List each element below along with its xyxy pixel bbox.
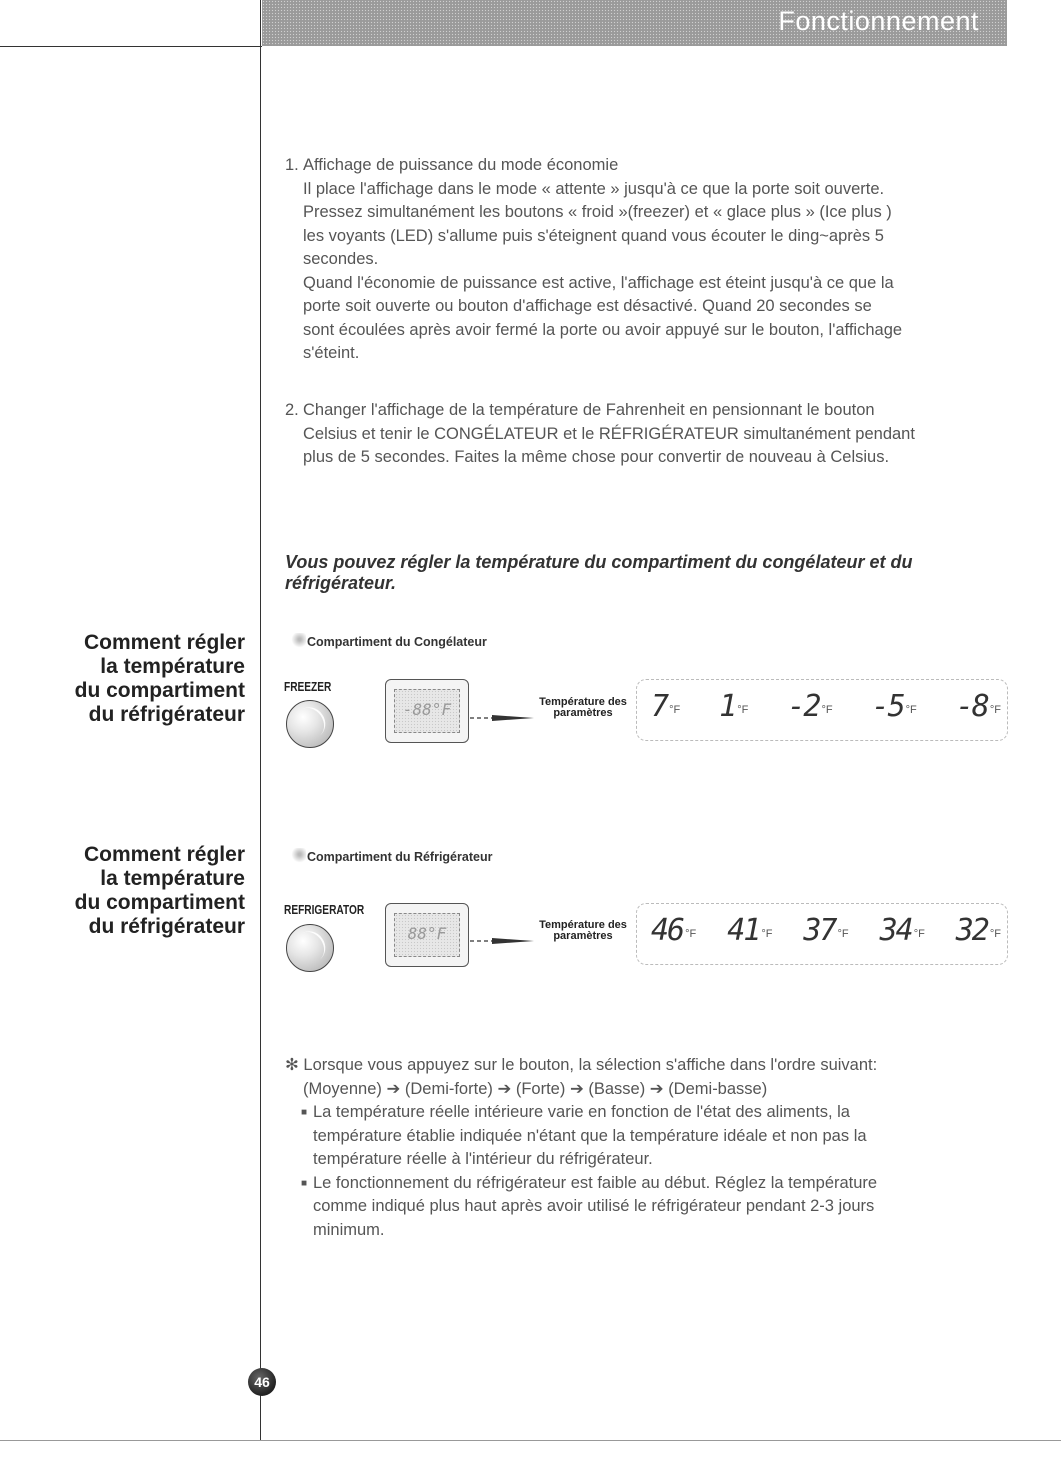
temperature-value: -5 °F — [871, 689, 917, 724]
margin-rule — [260, 0, 261, 1440]
refrigerator-display — [385, 903, 469, 967]
refrigerator-title: Compartiment du Réfrigérateur — [290, 848, 492, 864]
list-number: 1. — [285, 156, 299, 174]
freezer-settings-label: Température des paramètres — [539, 696, 627, 719]
bullet-icon: ■ — [301, 1107, 308, 1118]
temperature-value: 1 °F — [719, 689, 749, 724]
temperature-value: 32 °F — [955, 913, 1001, 948]
note-section: ✻ Lorsque vous appuyez sur le bouton, la sélection s'affiche dans l'ordre suivant: (Moyenne) ➔ (Demi-forte) ➔ (Forte) ➔ (Basse) ➔ (Demi-basse) ■ La température réelle intérieure varie en fonction de l'état des aliments, la température établie indiquée n'étant que la température idéale et non pas la température réelle à l'intérieur du réfrigérateur. ■ Le fonctionnement du réfrigérateur est faible au début. Réglez la température comme indiqué plus haut après avoir utilisé le réfrigérateur pendant 2-3 jours minimum. — [285, 1054, 1005, 1242]
freezer-panel-label: FREEZER — [284, 679, 332, 694]
arrow-icon — [470, 713, 538, 723]
top-rule — [0, 46, 262, 47]
sub-note: ■ Le fonctionnement du réfrigérateur est faible au début. Réglez la température comme indiqué plus haut après avoir utilisé le réfrigérateur pendant 2-3 jours minimum. — [301, 1173, 878, 1239]
refrigerator-display-reading: 88°F — [407, 924, 447, 943]
temperature-value: 41 °F — [727, 913, 773, 948]
refrigerator-button-icon — [286, 924, 334, 972]
refrigerator-temperature-sequence — [636, 903, 1008, 965]
bottom-rule — [0, 1440, 1061, 1441]
refrigerator-panel-label: REFRIGERATOR — [284, 902, 365, 917]
sub-note: ■ La température réelle intérieure varie en fonction de l'état des aliments, la température établie indiquée n'étant que la température idéale et non pas la température réelle à l'intérieur du réfrigérateur. — [301, 1103, 867, 1168]
section-title: Fonctionnement — [778, 6, 979, 36]
sparkle-icon — [290, 848, 306, 864]
temperature-value: -2 °F — [787, 689, 833, 724]
page-number-badge: 46 — [248, 1368, 276, 1396]
bullet-icon: ■ — [301, 1177, 308, 1189]
freezer-display — [385, 679, 469, 743]
side-heading-refrigerator: Comment régler la température du compartiment du réfrigérateur — [74, 843, 245, 938]
list-number: 2. — [285, 401, 299, 419]
temperature-value: 7 °F — [651, 689, 681, 724]
list-item-unit-change: 2. Changer l'affichage de la température de Fahrenheit en pensionnant le bouton Celsius et tenir le CONGÉLATEUR et le RÉFRIGÉRATEUR simultanément pendant plus de 5 secondes. Faites la même chose pour convertir de nouveau à Celsius. — [285, 401, 915, 466]
section-header — [262, 0, 1007, 46]
intro-text: Vous pouvez régler la température du compartiment du congélateur et du réfrigérateur. — [285, 552, 913, 593]
list-item-power-saving: 1. Affichage de puissance du mode économie Il place l'affichage dans le mode « attente » jusqu'à ce que la porte soit ouverte. Pressez simultanément les boutons « froid »(freezer) et « glace plus » (Ice plus ) les voyants (LED) s'allume puis s'éteignent quand vous écouter le ding~après 5 secondes. Quand l'économie de puissance est active, l'affichage est éteint jusqu'à ce que la porte soit ouverte ou bouton d'affichage est désactivé. Quand 20 secondes se sont écoulées après avoir fermé la porte ou avoir appuyé sur le bouton, l'affichage s'éteint. — [285, 156, 903, 362]
refrigerator-settings-label: Température des paramètres — [539, 919, 627, 942]
freezer-title: Compartiment du Congélateur — [290, 633, 487, 649]
side-heading-freezer: Comment régler la température du compartiment du réfrigérateur — [74, 631, 245, 726]
freezer-display-reading: -88°F — [402, 700, 452, 719]
arrow-icon — [470, 936, 538, 946]
asterisk-icon: ✻ — [285, 1056, 299, 1074]
temperature-value: -8 °F — [955, 689, 1001, 724]
temperature-value: 34 °F — [879, 913, 925, 948]
freezer-temperature-sequence — [636, 679, 1008, 741]
sparkle-icon — [290, 633, 306, 649]
freezer-button-icon — [286, 700, 334, 748]
temperature-value: 37 °F — [803, 913, 849, 948]
temperature-value: 46 °F — [651, 913, 697, 948]
